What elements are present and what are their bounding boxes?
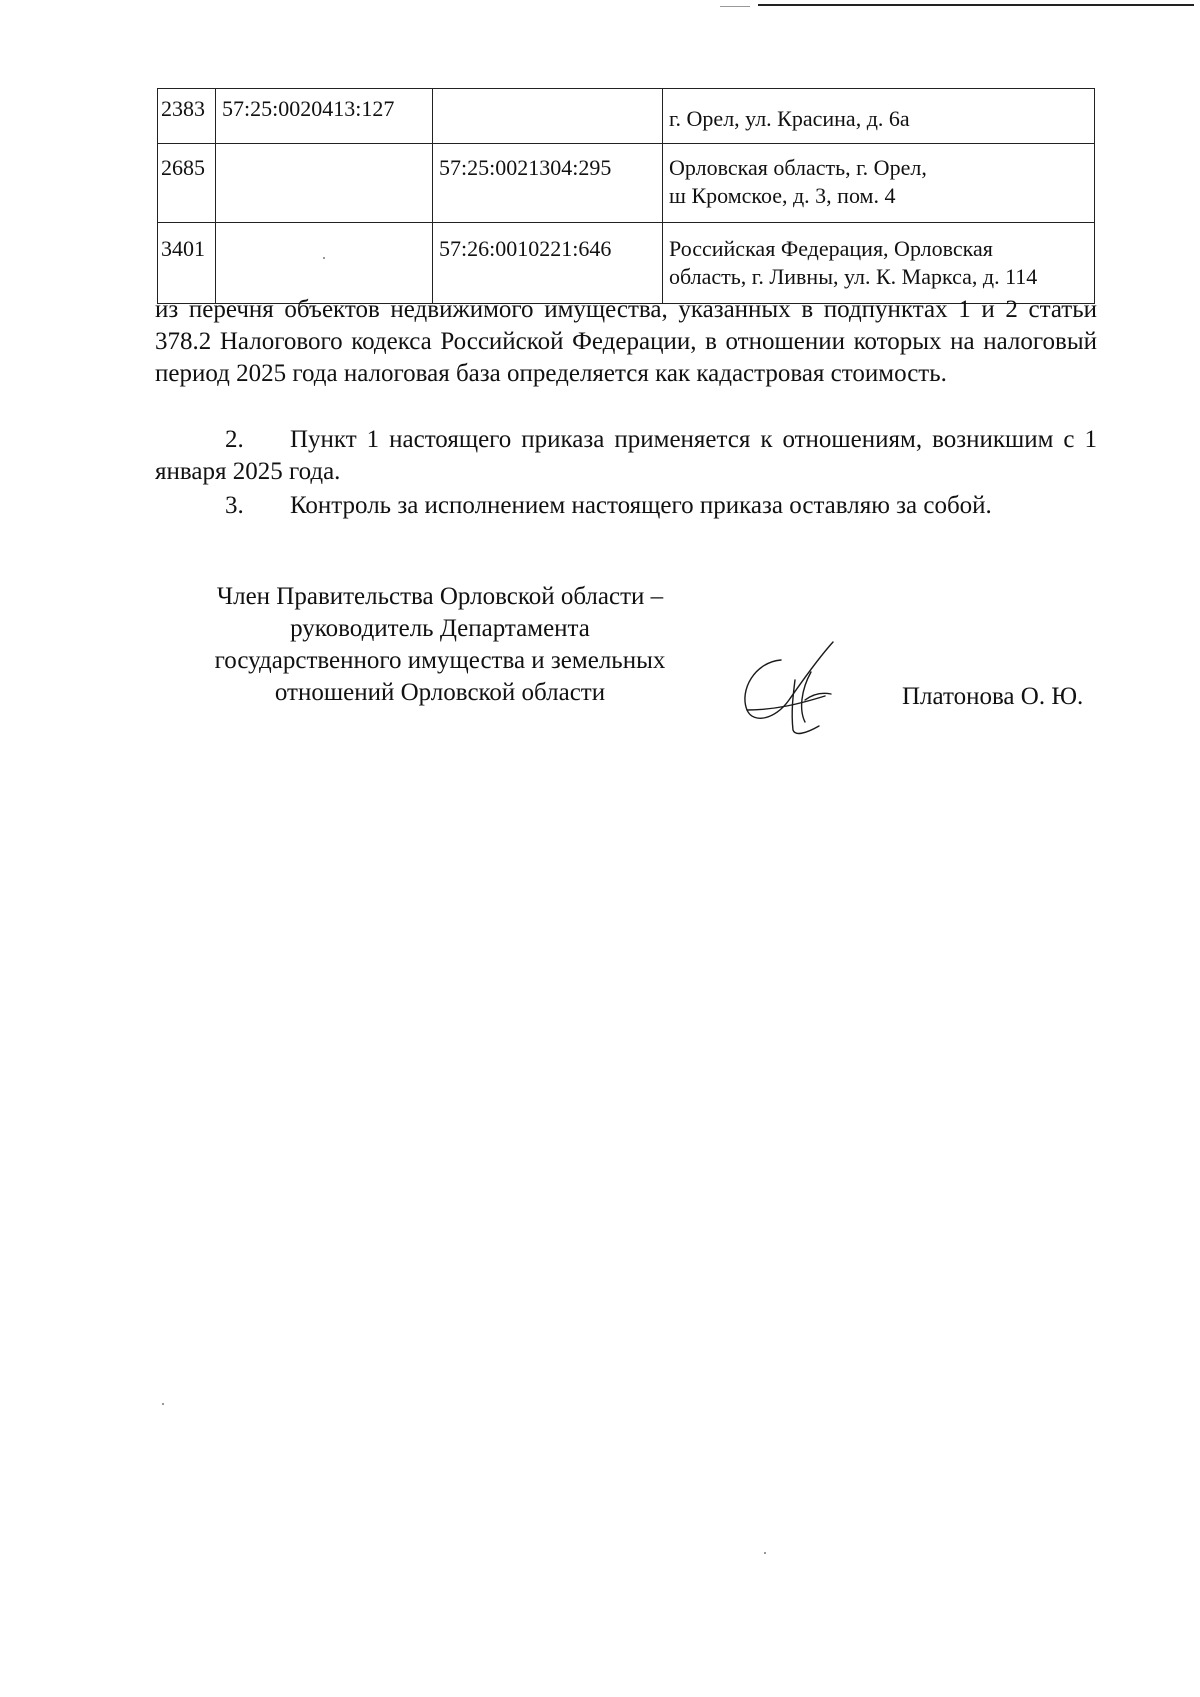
table-row	[158, 144, 1095, 223]
signer-name: Платонова О. Ю.	[902, 683, 1084, 710]
table-row	[158, 89, 1095, 144]
address-line: область, г. Ливны, ул. К. Маркса, д. 114	[669, 264, 1038, 289]
handwritten-signature	[735, 640, 855, 740]
signatory-title	[175, 581, 705, 709]
table-row	[158, 223, 1095, 304]
row-number-cell: 2685	[158, 144, 216, 223]
scan-speck	[323, 257, 325, 259]
signatory-title-line: отношений Орловской области	[274, 679, 606, 706]
top-rule-thin	[720, 6, 750, 7]
cadastral-number-cell: 57:25:0021304:295	[433, 144, 663, 223]
top-rule	[758, 4, 1194, 6]
cadastral-number-cell	[433, 89, 663, 144]
address-line: г. Орел, ул. Красина, д. 6а	[669, 106, 910, 131]
item-number: 2.	[225, 426, 244, 453]
address-cell	[663, 223, 1095, 304]
address-line: Орловская область, г. Орел,	[669, 155, 927, 180]
cadastral-number-cell	[216, 223, 433, 304]
continuation-paragraph: из перечня объектов недвижимого имущества, указанных в подпунктах 1 и 2 статьи 378.2 Налогового кодекса Российской Федерации, в отношении которых на налоговый период 2025 года налоговая база определяется как кадастровая стоимость.	[155, 296, 1097, 387]
scan-speck	[764, 1552, 766, 1554]
paragraph-item-2	[155, 424, 1097, 488]
signatory-title-line: руководитель Департамента	[290, 615, 590, 642]
address-cell	[663, 144, 1095, 223]
signatory-title-line: Член Правительства Орловской области –	[216, 583, 664, 610]
cadastral-number-cell: 57:25:0020413:127	[216, 89, 433, 144]
signatory-title-line: государственного имущества и земельных	[214, 647, 666, 674]
address-line: ш Кромское, д. 3, пом. 4	[669, 183, 896, 208]
item-text: Пункт 1 настоящего приказа применяется к отношениям, возникшим с 1 января 2025 года.	[155, 426, 1097, 485]
address-line: Российская Федерация, Орловская	[669, 236, 993, 261]
scan-speck	[162, 1403, 164, 1405]
address-cell	[663, 89, 1095, 144]
paragraph-item-3	[155, 490, 1097, 522]
objects-table	[157, 88, 1095, 304]
row-number-cell: 2383	[158, 89, 216, 144]
cadastral-number-cell	[216, 144, 433, 223]
item-text: Контроль за исполнением настоящего приказа оставляю за собой.	[290, 492, 992, 519]
cadastral-number-cell: 57:26:0010221:646	[433, 223, 663, 304]
item-number: 3.	[225, 492, 244, 519]
row-number-cell: 3401	[158, 223, 216, 304]
